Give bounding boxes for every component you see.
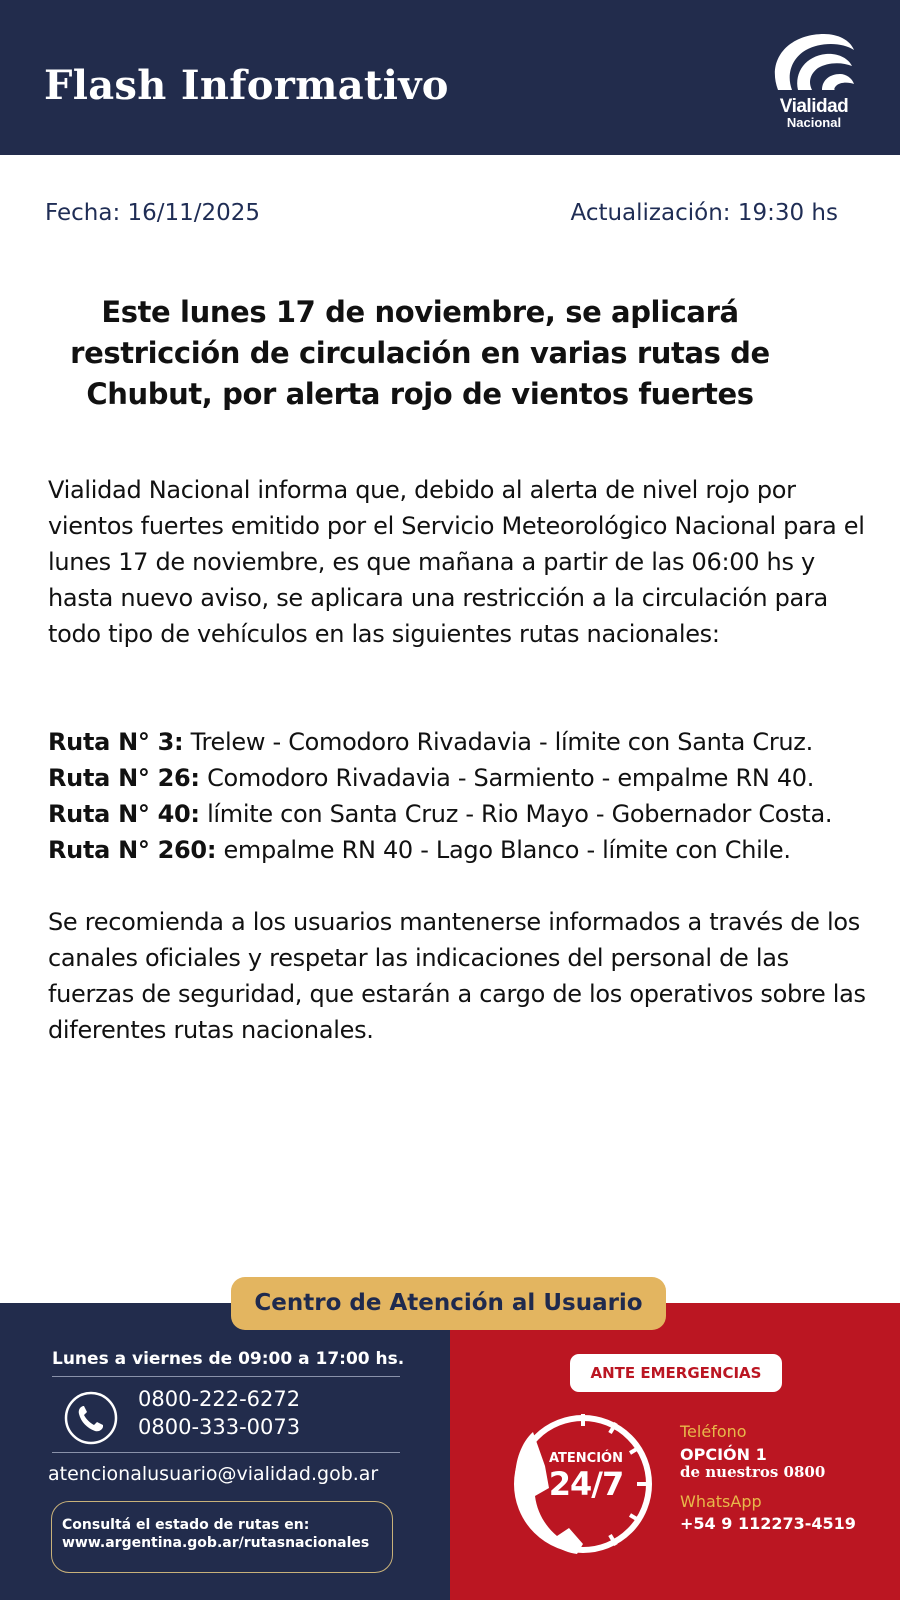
route-item [48,832,868,868]
route-name: Ruta N° 3: [48,728,184,756]
route-description: empalme RN 40 - Lago Blanco - límite con Chile. [216,836,791,864]
routes-status-label: Consultá el estado de rutas en: [62,1517,310,1533]
recommendation-paragraph: Se recomienda a los usuarios mantenerse informados a través de los canales oficiales y respetar las indicaciones del personal de las fuerzas de seguridad, que estarán a cargo de los operativos sobre las diferentes rutas nacionales. [48,908,866,1044]
routes-status-box [51,1501,393,1573]
update-time: Actualización: 19:30 hs [570,200,838,226]
route-description: Comodoro Rivadavia - Sarmiento - empalme RN 40. [199,764,815,792]
headline: Este lunes 17 de noviembre, se aplicará restricción de circulación en varias rutas de Chubut, por alerta rojo de vientos fuertes [70,295,770,411]
attention-hours: 24/7 [548,1465,624,1503]
routes-list [48,724,868,868]
phone-label: Teléfono [680,1422,747,1441]
route-item [48,724,868,760]
route-description: límite con Santa Cruz - Rio Mayo - Gobernador Costa. [199,800,833,828]
route-description: Trelew - Comodoro Rivadavia - límite con Santa Cruz. [183,728,813,756]
route-item [48,796,868,832]
logo-text-vialidad: Vialidad [779,96,849,117]
intro-paragraph: Vialidad Nacional informa que, debido al alerta de nivel rojo por vientos fuertes emitido por el Servicio Meteorológico Nacional para el lunes 17 de noviembre, es que mañana a partir de las 06:00 hs y hasta nuevo aviso, se aplicara una restricción a la circulación para todo tipo de vehículos en las siguientes rutas nacionales: [48,476,865,648]
phone-icon [64,1391,118,1445]
office-hours: Lunes a viernes de 09:00 a 17:00 hs. [52,1349,405,1369]
phone-option-detail: de nuestros 0800 [680,1463,826,1481]
contact-email[interactable]: atencionalusuario@vialidad.gob.ar [48,1463,379,1485]
whatsapp-number[interactable]: +54 9 112273-4519 [680,1514,856,1533]
route-name: Ruta N° 260: [48,836,217,864]
phone-option: OPCIÓN 1 [680,1445,767,1464]
phone-number-1[interactable]: 0800-222-6272 [138,1387,301,1411]
vialidad-logo-icon [772,28,856,96]
divider [52,1376,400,1377]
header-banner [0,0,900,155]
service-center-title: Centro de Atención al Usuario [231,1277,666,1330]
whatsapp-label: WhatsApp [680,1492,762,1511]
phone-number-2[interactable]: 0800-333-0073 [138,1415,301,1439]
page-title: Flash Informativo [44,62,449,109]
route-item [48,760,868,796]
attention-label: ATENCIÓN [549,1451,623,1466]
publication-date: Fecha: 16/11/2025 [45,200,261,226]
emergency-badge: ANTE EMERGENCIAS [570,1354,782,1392]
route-name: Ruta N° 26: [48,764,200,792]
route-name: Ruta N° 40: [48,800,200,828]
logo-text-nacional: Nacional [786,115,842,130]
routes-status-link[interactable]: www.argentina.gob.ar/rutasnacionales [62,1535,370,1551]
vialidad-logo [764,22,864,132]
divider [52,1452,400,1453]
